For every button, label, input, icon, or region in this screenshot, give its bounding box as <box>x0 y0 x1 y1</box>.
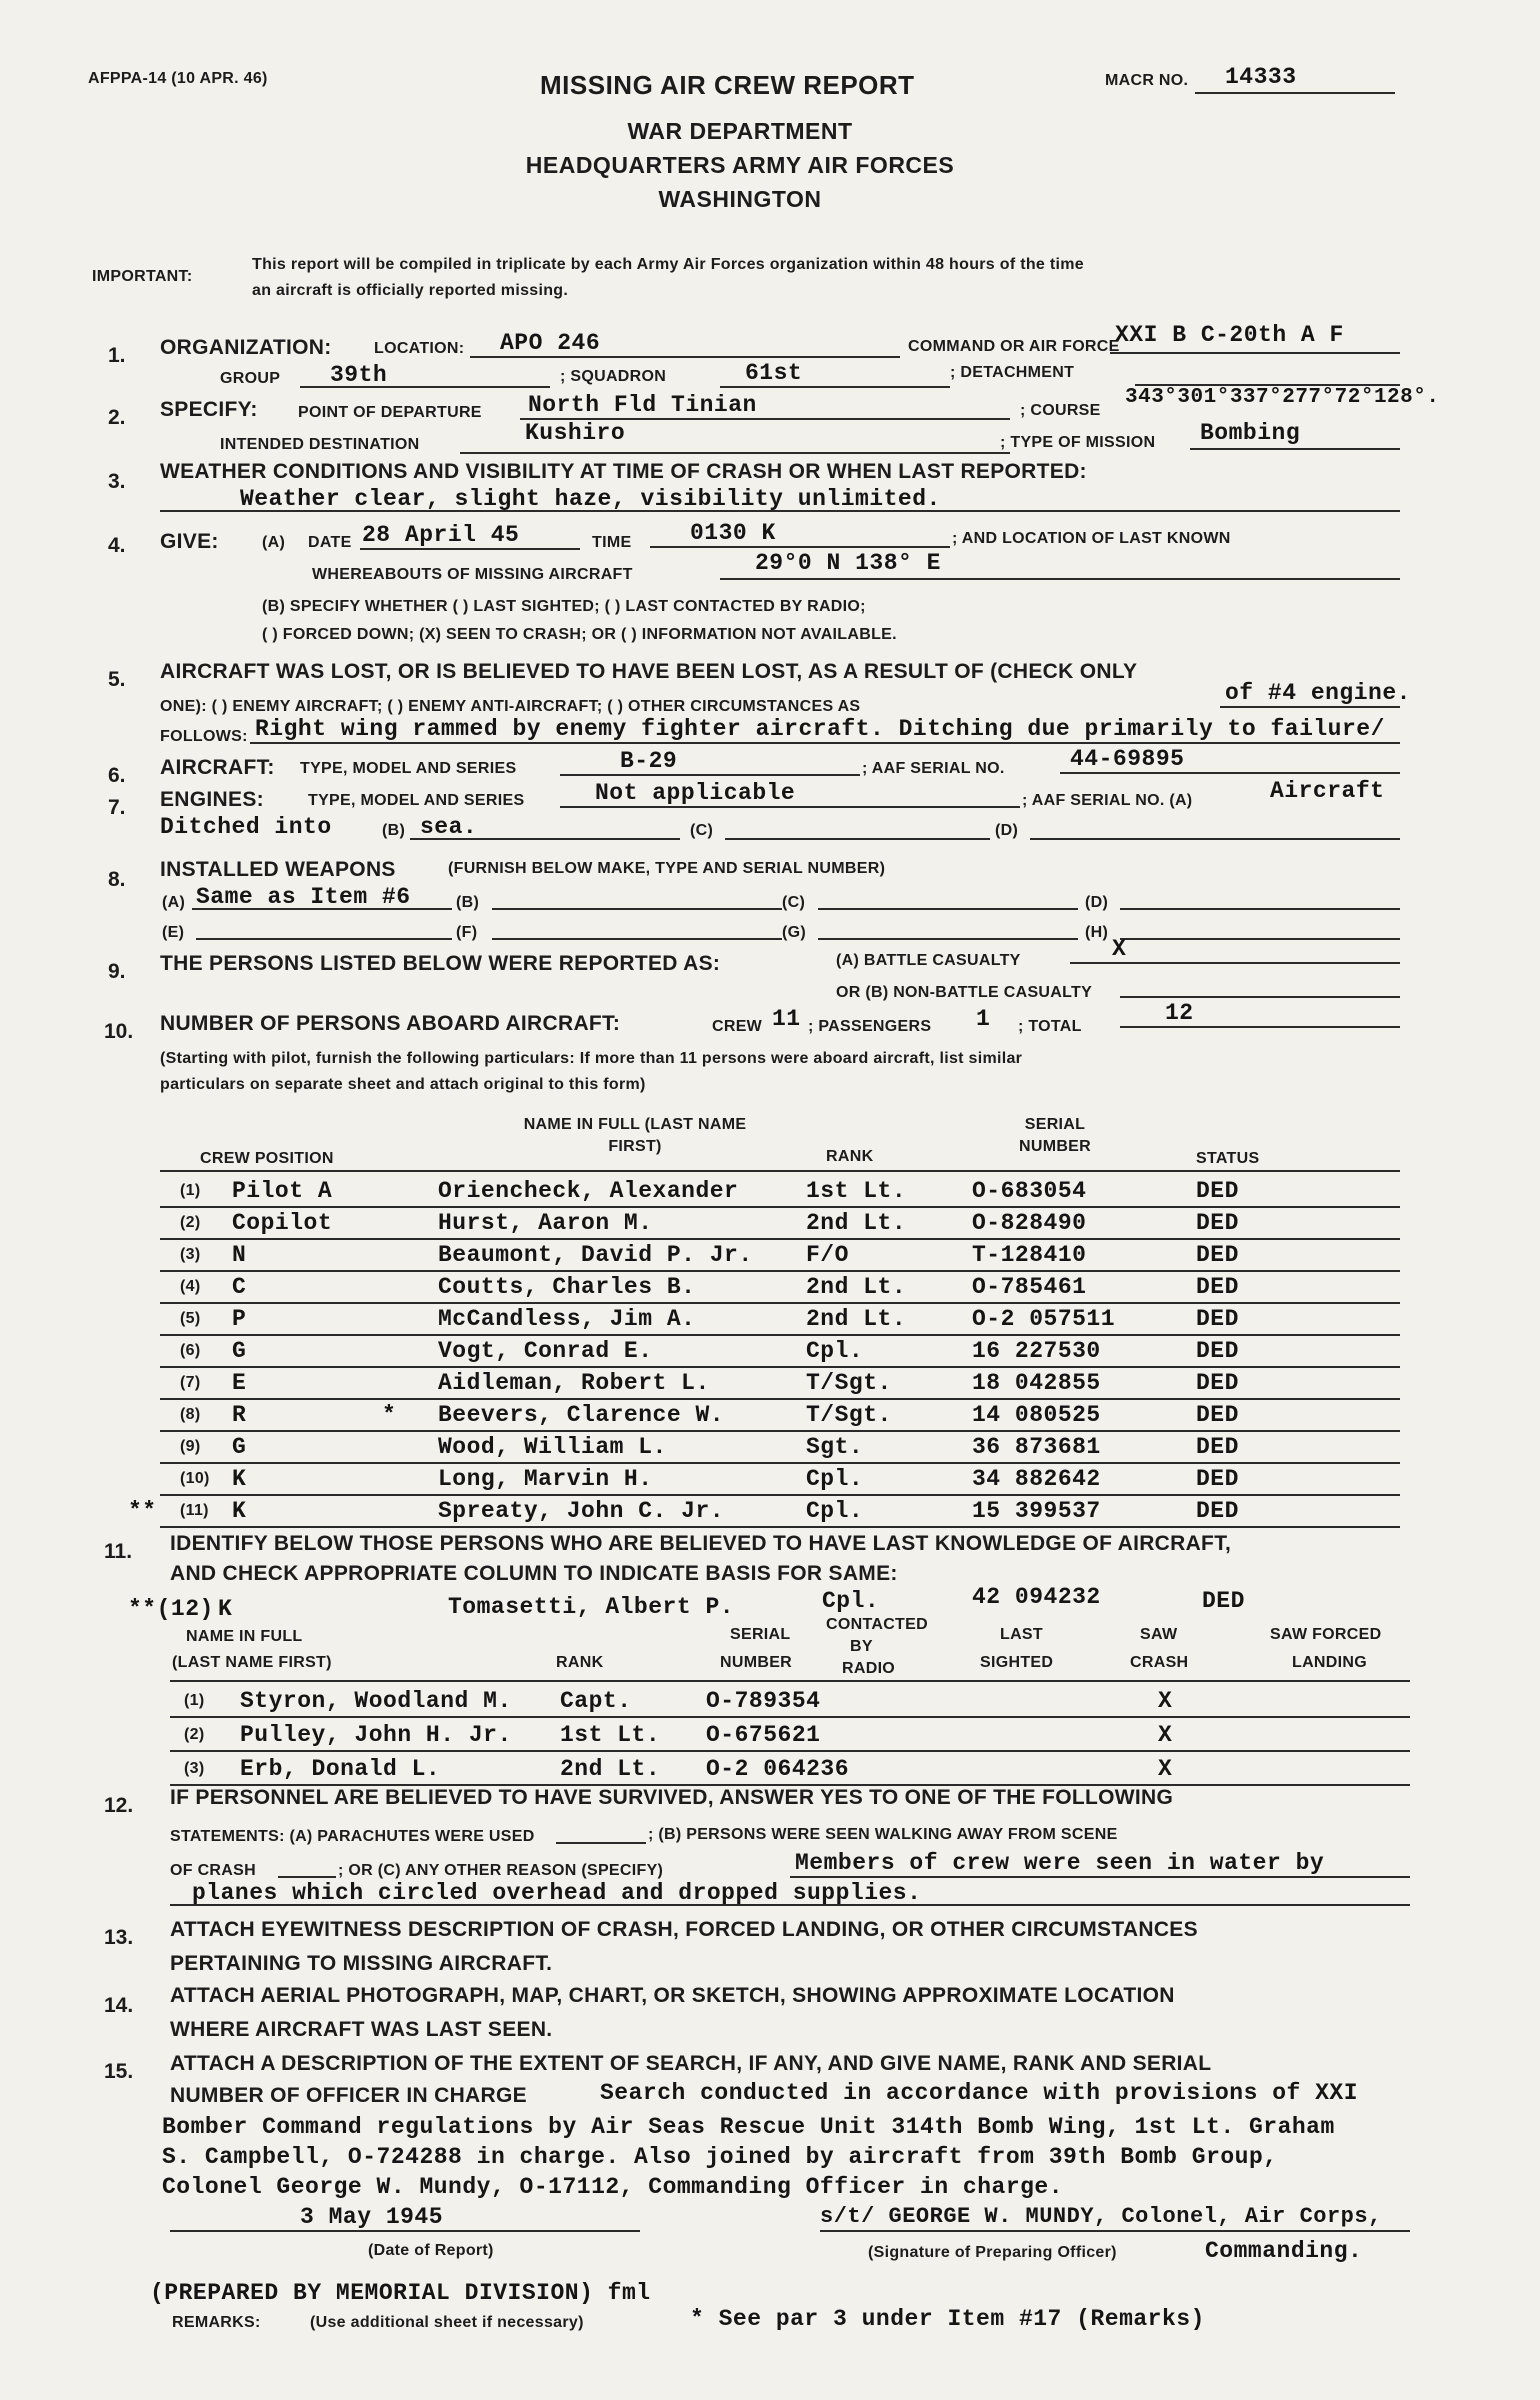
form-id: AFPPA-14 (10 APR. 46) <box>88 70 268 87</box>
crew-row-index: (7) <box>180 1374 201 1391</box>
squadron-label: ; SQUADRON <box>560 368 667 385</box>
crew-row-rank: T/Sgt. <box>806 1370 892 1396</box>
lk-row-index: (3) <box>184 1760 205 1777</box>
crew-row-serial: O-828490 <box>972 1210 1087 1236</box>
prepared-by: (PREPARED BY MEMORIAL DIVISION) fml <box>150 2280 651 2306</box>
crew-row-status: DED <box>1196 1274 1239 1300</box>
remarks-note: (Use additional sheet if necessary) <box>310 2314 584 2331</box>
crew-row-rank: 2nd Lt. <box>806 1306 907 1332</box>
mission-rule <box>1190 448 1400 450</box>
crew-row-index: (10) <box>180 1470 210 1487</box>
lk-row-name: Erb, Donald L. <box>240 1756 441 1782</box>
non-battle-rule <box>1120 996 1400 998</box>
crew-row-status: DED <box>1196 1498 1239 1524</box>
command-rule <box>1110 352 1400 354</box>
engines-c: (C) <box>690 822 714 839</box>
crew-row-index: (5) <box>180 1310 201 1327</box>
lk-row-rule <box>170 1750 1410 1752</box>
engines-serial-label: ; AAF SERIAL NO. (A) <box>1022 792 1193 809</box>
aircraft-type-label: TYPE, MODEL AND SERIES <box>300 760 517 777</box>
extra-crew-mark: **(12) <box>128 1596 214 1622</box>
item-5-line-2-rule <box>1220 706 1400 708</box>
crew-row-status: DED <box>1196 1306 1239 1332</box>
item-13-number: 13. <box>104 1926 134 1949</box>
double-asterisk-marker: ** <box>128 1498 157 1524</box>
item-15-number: 15. <box>104 2060 134 2083</box>
destination-rule <box>460 452 1010 454</box>
item-15-line-2: NUMBER OF OFFICER IN CHARGE <box>170 2084 527 2107</box>
item-12-line-3b: ; OR (C) ANY OTHER REASON (SPECIFY) <box>338 1862 664 1879</box>
weapons-note: (FURNISH BELOW MAKE, TYPE AND SERIAL NUMBER) <box>448 860 886 877</box>
crew-row-serial: 34 882642 <box>972 1466 1101 1492</box>
crew-row-name: McCandless, Jim A. <box>438 1306 696 1332</box>
weapons-a-rule <box>192 908 452 910</box>
weapons-a-value: Same as Item #6 <box>196 884 411 910</box>
crew-row-status: DED <box>1196 1434 1239 1460</box>
whereabouts-value: 29°0 N 138° E <box>755 550 941 576</box>
course-value: 343°301°337°277°72°128°. <box>1125 386 1440 409</box>
crew-row-index: (9) <box>180 1438 201 1455</box>
crew-row-name: Coutts, Charles B. <box>438 1274 696 1300</box>
engines-b: (B) <box>382 822 406 839</box>
crew-row-status: DED <box>1196 1370 1239 1396</box>
lk-header-name-2: (LAST NAME FIRST) <box>172 1654 332 1671</box>
crew-header-position: CREW POSITION <box>200 1150 334 1167</box>
weather-value: Weather clear, slight haze, visibility unlimited. <box>240 486 941 512</box>
item-8-label: INSTALLED WEAPONS <box>160 858 396 881</box>
item-12-line-2a: STATEMENTS: (A) PARACHUTES WERE USED <box>170 1828 535 1845</box>
crew-header-rule <box>160 1170 1400 1172</box>
command-value: XXI B C-20th A F <box>1115 322 1344 348</box>
crew-label: CREW <box>712 1018 763 1035</box>
crew-row-name: Aidleman, Robert L. <box>438 1370 710 1396</box>
crew-row-position: Copilot <box>232 1210 333 1236</box>
item-12-line-3-rule <box>790 1876 1410 1878</box>
dept-line-1: WAR DEPARTMENT <box>627 118 853 144</box>
crew-row-rank: Cpl. <box>806 1466 864 1492</box>
lk-header-last-2: SIGHTED <box>980 1654 1054 1671</box>
course-label: ; COURSE <box>1020 402 1101 419</box>
engines-type-label: TYPE, MODEL AND SERIES <box>308 792 525 809</box>
extra-crew-serial: 42 094232 <box>972 1584 1101 1610</box>
item-4-b: (B) SPECIFY WHETHER ( ) LAST SIGHTED; ( ) LAST CONTACTED BY RADIO; <box>262 598 866 615</box>
crew-row-status: DED <box>1196 1210 1239 1236</box>
lk-row-saw-crash: X <box>1158 1688 1173 1714</box>
battle-casualty-value: X <box>1112 936 1127 962</box>
item-9-number: 9. <box>108 960 126 983</box>
crew-row-rule <box>160 1366 1400 1368</box>
crew-row-index: (6) <box>180 1342 201 1359</box>
signature: s/t/ GEORGE W. MUNDY, Colonel, Air Corps, <box>820 2204 1382 2229</box>
crew-row-name: Beevers, Clarence W. <box>438 1402 725 1428</box>
lk-header-last-1: LAST <box>1000 1626 1043 1643</box>
battle-casualty-rule <box>1070 962 1400 964</box>
item-3-number: 3. <box>108 470 126 493</box>
item-15-line-2-value: Search conducted in accordance with provisions of XXI <box>600 2080 1359 2106</box>
crew-row-serial: 36 873681 <box>972 1434 1101 1460</box>
lk-row-rule <box>170 1716 1410 1718</box>
item-7-label: ENGINES: <box>160 788 264 811</box>
item-14-number: 14. <box>104 1994 134 2017</box>
group-label: GROUP <box>220 370 281 387</box>
item-12-line-3-value: Members of crew were seen in water by <box>795 1850 1325 1876</box>
crew-row-position: Pilot A <box>232 1178 333 1204</box>
date-value: 28 April 45 <box>362 522 520 548</box>
crew-row-rank: T/Sgt. <box>806 1402 892 1428</box>
crew-row-rank: 2nd Lt. <box>806 1274 907 1300</box>
crew-row-serial: O-2 057511 <box>972 1306 1116 1332</box>
crew-row-rule <box>160 1494 1400 1496</box>
extra-crew-rank: Cpl. <box>822 1588 880 1614</box>
weather-rule <box>160 510 1400 512</box>
report-date-rule <box>170 2230 640 2232</box>
signature-label: (Signature of Preparing Officer) <box>868 2244 1117 2261</box>
crew-row-rule <box>160 1526 1400 1528</box>
lk-row-saw-crash: X <box>1158 1722 1173 1748</box>
battle-casualty-label: (A) BATTLE CASUALTY <box>836 952 1021 969</box>
crew-row-position: E <box>232 1370 247 1396</box>
lk-row-serial: O-789354 <box>706 1688 821 1714</box>
aircraft-serial-rule <box>1060 772 1400 774</box>
location-rule <box>470 356 900 358</box>
asterisk-marker: * <box>382 1402 397 1428</box>
item-5-line-1: AIRCRAFT WAS LOST, OR IS BELIEVED TO HAVE BEEN LOST, AS A RESULT OF (CHECK ONLY <box>160 660 1138 683</box>
mission-label: ; TYPE OF MISSION <box>1000 434 1156 451</box>
weapons-c-rule <box>818 908 1078 910</box>
time-value: 0130 K <box>690 520 776 546</box>
squadron-value: 61st <box>745 360 803 386</box>
engines-d: (D) <box>995 822 1019 839</box>
dept-line-3: WASHINGTON <box>658 186 822 212</box>
crew-row-rank: 1st Lt. <box>806 1178 907 1204</box>
squadron-rule <box>720 386 950 388</box>
lk-header-contacted-2: BY <box>850 1638 873 1655</box>
weapons-c: (C) <box>782 894 806 911</box>
item-5-line-2-value: of #4 engine. <box>1225 680 1411 706</box>
lk-header-forced-1: SAW FORCED <box>1270 1626 1382 1643</box>
lk-header-rule <box>170 1680 1410 1682</box>
lk-header-rank: RANK <box>556 1654 604 1671</box>
total-label: ; TOTAL <box>1018 1018 1082 1035</box>
item-5-number: 5. <box>108 668 126 691</box>
location-value: APO 246 <box>500 330 601 356</box>
item-12-line-2b: ; (B) PERSONS WERE SEEN WALKING AWAY FROM SCENE <box>648 1826 1118 1843</box>
aircraft-serial-label: ; AAF SERIAL NO. <box>862 760 1005 777</box>
item-10-label: NUMBER OF PERSONS ABOARD AIRCRAFT: <box>160 1012 621 1035</box>
crew-row-index: (3) <box>180 1246 201 1263</box>
crew-row-index: (8) <box>180 1406 201 1423</box>
weapons-e-rule <box>196 938 452 940</box>
follows-rule <box>250 742 1400 744</box>
weapons-d: (D) <box>1085 894 1109 911</box>
dept-line-2: HEADQUARTERS ARMY AIR FORCES <box>525 152 955 178</box>
item-4-label: GIVE: <box>160 530 219 553</box>
crew-row-rule <box>160 1462 1400 1464</box>
lk-row-rank: Capt. <box>560 1688 632 1714</box>
lk-header-contacted-3: RADIO <box>842 1660 896 1677</box>
crew-row-index: (4) <box>180 1278 201 1295</box>
crew-header-name: NAME IN FULL (LAST NAME FIRST) <box>523 1116 747 1155</box>
time-label: TIME <box>592 534 632 551</box>
item-1-label: ORGANIZATION: <box>160 336 332 359</box>
weapons-h-rule <box>1120 938 1400 940</box>
weapons-f: (F) <box>456 924 478 941</box>
engines-type-value: Not applicable <box>595 780 796 806</box>
crew-row-position: C <box>232 1274 247 1300</box>
crew-row-name: Wood, William L. <box>438 1434 667 1460</box>
crew-row-serial: T-128410 <box>972 1242 1087 1268</box>
item-6-number: 6. <box>108 764 126 787</box>
item-2-label: SPECIFY: <box>160 398 258 421</box>
crew-row-status: DED <box>1196 1402 1239 1428</box>
engines-b-value: sea. <box>420 814 478 840</box>
signature-rule <box>820 2230 1410 2232</box>
date-label: DATE <box>308 534 352 551</box>
destination-value: Kushiro <box>525 420 626 446</box>
remarks-value: * See par 3 under Item #17 (Remarks) <box>690 2306 1205 2332</box>
crew-row-rule <box>160 1270 1400 1272</box>
aircraft-serial-value: 44-69895 <box>1070 746 1185 772</box>
crew-row-name: Spreaty, John C. Jr. <box>438 1498 725 1524</box>
group-rule <box>300 386 550 388</box>
crew-row-serial: 14 080525 <box>972 1402 1101 1428</box>
departure-label: POINT OF DEPARTURE <box>298 404 482 421</box>
crew-row-rule <box>160 1238 1400 1240</box>
passengers-label: ; PASSENGERS <box>808 1018 932 1035</box>
total-value: 12 <box>1165 1000 1194 1026</box>
lk-row-serial: O-675621 <box>706 1722 821 1748</box>
weapons-g-rule <box>818 938 1078 940</box>
lk-row-serial: O-2 064236 <box>706 1756 850 1782</box>
time-rule <box>650 546 950 548</box>
lk-row-rank: 1st Lt. <box>560 1722 661 1748</box>
crew-row-rule <box>160 1206 1400 1208</box>
engines-line-2: Ditched into <box>160 814 332 840</box>
crew-row-position: K <box>232 1466 247 1492</box>
weapons-e: (E) <box>162 924 185 941</box>
remarks-label: REMARKS: <box>172 2314 261 2331</box>
item-11-line-2: AND CHECK APPROPRIATE COLUMN TO INDICATE BASIS FOR SAME: <box>170 1562 898 1585</box>
crew-row-index: (2) <box>180 1214 201 1231</box>
item-2-number: 2. <box>108 406 126 429</box>
important-label: IMPORTANT: <box>92 268 193 285</box>
non-battle-label: OR (B) NON-BATTLE CASUALTY <box>836 984 1093 1001</box>
item-9-label: THE PERSONS LISTED BELOW WERE REPORTED AS: <box>160 952 721 975</box>
crew-row-rule <box>160 1302 1400 1304</box>
destination-label: INTENDED DESTINATION <box>220 436 420 453</box>
weapons-a: (A) <box>162 894 186 911</box>
important-text-2: an aircraft is officially reported missing. <box>252 282 569 299</box>
crew-row-serial: 16 227530 <box>972 1338 1101 1364</box>
item-13-line-1: ATTACH EYEWITNESS DESCRIPTION OF CRASH, FORCED LANDING, OR OTHER CIRCUMSTANCES <box>170 1918 1198 1941</box>
crew-row-name: Beaumont, David P. Jr. <box>438 1242 753 1268</box>
crew-header-serial: SERIAL NUMBER <box>1018 1116 1092 1155</box>
item-15-line-3: Bomber Command regulations by Air Seas Rescue Unit 314th Bomb Wing, 1st Lt. Graham <box>162 2114 1335 2140</box>
crew-row-status: DED <box>1196 1178 1239 1204</box>
crew-row-name: Oriencheck, Alexander <box>438 1178 739 1204</box>
weapons-b-rule <box>492 908 782 910</box>
crew-value: 11 <box>772 1006 801 1032</box>
crew-row-status: DED <box>1196 1242 1239 1268</box>
item-15-line-4: S. Campbell, O-724288 in charge. Also joined by aircraft from 39th Bomb Group, <box>162 2144 1278 2170</box>
crew-row-rank: Sgt. <box>806 1434 864 1460</box>
item-6-label: AIRCRAFT: <box>160 756 275 779</box>
crew-row-name: Hurst, Aaron M. <box>438 1210 653 1236</box>
engines-d-rule <box>1030 838 1400 840</box>
crew-header-rank: RANK <box>826 1148 874 1165</box>
weapons-b: (B) <box>456 894 480 911</box>
item-10-number: 10. <box>104 1020 134 1043</box>
lk-header-saw-1: SAW <box>1140 1626 1178 1643</box>
item-12-number: 12. <box>104 1794 134 1817</box>
crew-row-rank: Cpl. <box>806 1338 864 1364</box>
commanding: Commanding. <box>1205 2238 1363 2264</box>
aircraft-type-rule <box>560 774 860 776</box>
crew-row-serial: O-683054 <box>972 1178 1087 1204</box>
report-date: 3 May 1945 <box>300 2204 444 2230</box>
crew-row-name: Vogt, Conrad E. <box>438 1338 653 1364</box>
macr-rule <box>1195 92 1395 94</box>
last-known-label: ; AND LOCATION OF LAST KNOWN <box>952 530 1231 547</box>
crew-row-position: K <box>232 1498 247 1524</box>
whereabouts-label: WHEREABOUTS OF MISSING AIRCRAFT <box>312 566 633 583</box>
lk-row-index: (1) <box>184 1692 205 1709</box>
crew-row-serial: 18 042855 <box>972 1370 1101 1396</box>
item-11-line-1: IDENTIFY BELOW THOSE PERSONS WHO ARE BELIEVED TO HAVE LAST KNOWLEDGE OF AIRCRAFT, <box>170 1532 1232 1555</box>
crew-row-rule <box>160 1430 1400 1432</box>
engines-type-rule <box>560 806 1020 808</box>
detachment-label: ; DETACHMENT <box>950 364 1075 381</box>
item-7-number: 7. <box>108 796 126 819</box>
crew-row-rank: 2nd Lt. <box>806 1210 907 1236</box>
lk-row-saw-crash: X <box>1158 1756 1173 1782</box>
report-title: MISSING AIR CREW REPORT <box>540 70 915 100</box>
item-10-note-2: particulars on separate sheet and attach original to this form) <box>160 1076 646 1093</box>
extra-crew-name: Tomasetti, Albert P. <box>448 1594 735 1620</box>
lk-header-forced-2: LANDING <box>1292 1654 1367 1671</box>
crew-row-rule <box>160 1334 1400 1336</box>
lk-row-rank: 2nd Lt. <box>560 1756 661 1782</box>
crew-row-status: DED <box>1196 1338 1239 1364</box>
crew-row-serial: O-785461 <box>972 1274 1087 1300</box>
weapons-h: (H) <box>1085 924 1109 941</box>
crew-row-status: DED <box>1196 1466 1239 1492</box>
crash-rule <box>278 1876 336 1878</box>
macr-number: 14333 <box>1225 64 1297 90</box>
extra-crew-status: DED <box>1202 1588 1245 1614</box>
aircraft-type-value: B-29 <box>620 748 678 774</box>
lk-header-name-1: NAME IN FULL <box>186 1628 303 1645</box>
whereabouts-rule <box>720 578 1400 580</box>
item-12-line-1: IF PERSONNEL ARE BELIEVED TO HAVE SURVIVED, ANSWER YES TO ONE OF THE FOLLOWING <box>170 1786 1174 1809</box>
departure-value: North Fld Tinian <box>528 392 757 418</box>
item-4-a: (A) <box>262 534 286 551</box>
item-13-line-2: PERTAINING TO MISSING AIRCRAFT. <box>170 1952 553 1975</box>
engines-b-rule <box>410 838 680 840</box>
date-rule <box>360 548 580 550</box>
group-value: 39th <box>330 362 388 388</box>
important-text-1: This report will be compiled in triplicate by each Army Air Forces organization within 48 hours of the time <box>252 256 1084 273</box>
lk-header-saw-2: CRASH <box>1130 1654 1189 1671</box>
item-10-note-1: (Starting with pilot, furnish the following particulars: If more than 11 persons were aboard aircraft, list similar <box>160 1050 1023 1067</box>
engines-serial-a-value: Aircraft <box>1270 778 1385 804</box>
crew-row-position: G <box>232 1338 247 1364</box>
crew-row-position: P <box>232 1306 247 1332</box>
crew-header-status: STATUS <box>1196 1150 1260 1167</box>
lk-row-name: Styron, Woodland M. <box>240 1688 512 1714</box>
parachutes-rule <box>556 1842 646 1844</box>
item-14-line-2: WHERE AIRCRAFT WAS LAST SEEN. <box>170 2018 553 2041</box>
item-1-number: 1. <box>108 344 126 367</box>
crew-row-rule <box>160 1398 1400 1400</box>
location-label: LOCATION: <box>374 340 465 357</box>
item-8-number: 8. <box>108 868 126 891</box>
engines-c-rule <box>725 838 990 840</box>
item-14-line-1: ATTACH AERIAL PHOTOGRAPH, MAP, CHART, OR SKETCH, SHOWING APPROXIMATE LOCATION <box>170 1984 1175 2007</box>
follows-label: FOLLOWS: <box>160 728 248 745</box>
lk-row-index: (2) <box>184 1726 205 1743</box>
crew-row-position: N <box>232 1242 247 1268</box>
follows-value: Right wing rammed by enemy fighter aircraft. Ditching due primarily to failure/ <box>255 716 1385 742</box>
item-15-line-5: Colonel George W. Mundy, O-17112, Commanding Officer in charge. <box>162 2174 1064 2200</box>
item-3-label: WEATHER CONDITIONS AND VISIBILITY AT TIME OF CRASH OR WHEN LAST REPORTED: <box>160 460 1087 483</box>
lk-row-name: Pulley, John H. Jr. <box>240 1722 512 1748</box>
crew-row-rank: Cpl. <box>806 1498 864 1524</box>
weapons-d-rule <box>1120 908 1400 910</box>
item-12-line-4-rule <box>170 1904 1410 1906</box>
crew-row-serial: 15 399537 <box>972 1498 1101 1524</box>
crew-row-rank: F/O <box>806 1242 849 1268</box>
crew-row-name: Long, Marvin H. <box>438 1466 653 1492</box>
item-11-number: 11. <box>104 1540 133 1563</box>
item-4-c: ( ) FORCED DOWN; (X) SEEN TO CRASH; OR ( ) INFORMATION NOT AVAILABLE. <box>262 626 897 643</box>
lk-header-serial-1: SERIAL <box>730 1626 791 1643</box>
report-date-label: (Date of Report) <box>368 2242 494 2259</box>
command-label: COMMAND OR AIR FORCE <box>908 338 1120 355</box>
macr-label: MACR NO. <box>1105 72 1189 89</box>
weapons-g: (G) <box>782 924 807 941</box>
item-15-line-1: ATTACH A DESCRIPTION OF THE EXTENT OF SEARCH, IF ANY, AND GIVE NAME, RANK AND SERIAL <box>170 2052 1212 2075</box>
lk-header-serial-2: NUMBER <box>720 1654 793 1671</box>
lk-header-contacted-1: CONTACTED <box>826 1616 928 1633</box>
item-12-line-4: planes which circled overhead and dropped supplies. <box>192 1880 922 1906</box>
item-4-number: 4. <box>108 534 126 557</box>
crew-row-index: (1) <box>180 1182 201 1199</box>
crew-row-index: (11) <box>180 1502 209 1519</box>
crew-row-position: G <box>232 1434 247 1460</box>
weapons-f-rule <box>492 938 782 940</box>
total-rule <box>1120 1026 1400 1028</box>
item-5-line-2: ONE): ( ) ENEMY AIRCRAFT; ( ) ENEMY ANTI-AIRCRAFT; ( ) OTHER CIRCUMSTANCES AS <box>160 698 861 715</box>
item-12-line-3a: OF CRASH <box>170 1862 256 1879</box>
mission-value: Bombing <box>1200 420 1301 446</box>
extra-crew-position: K <box>218 1596 233 1622</box>
passengers-value: 1 <box>976 1006 991 1032</box>
crew-row-position: R <box>232 1402 247 1428</box>
